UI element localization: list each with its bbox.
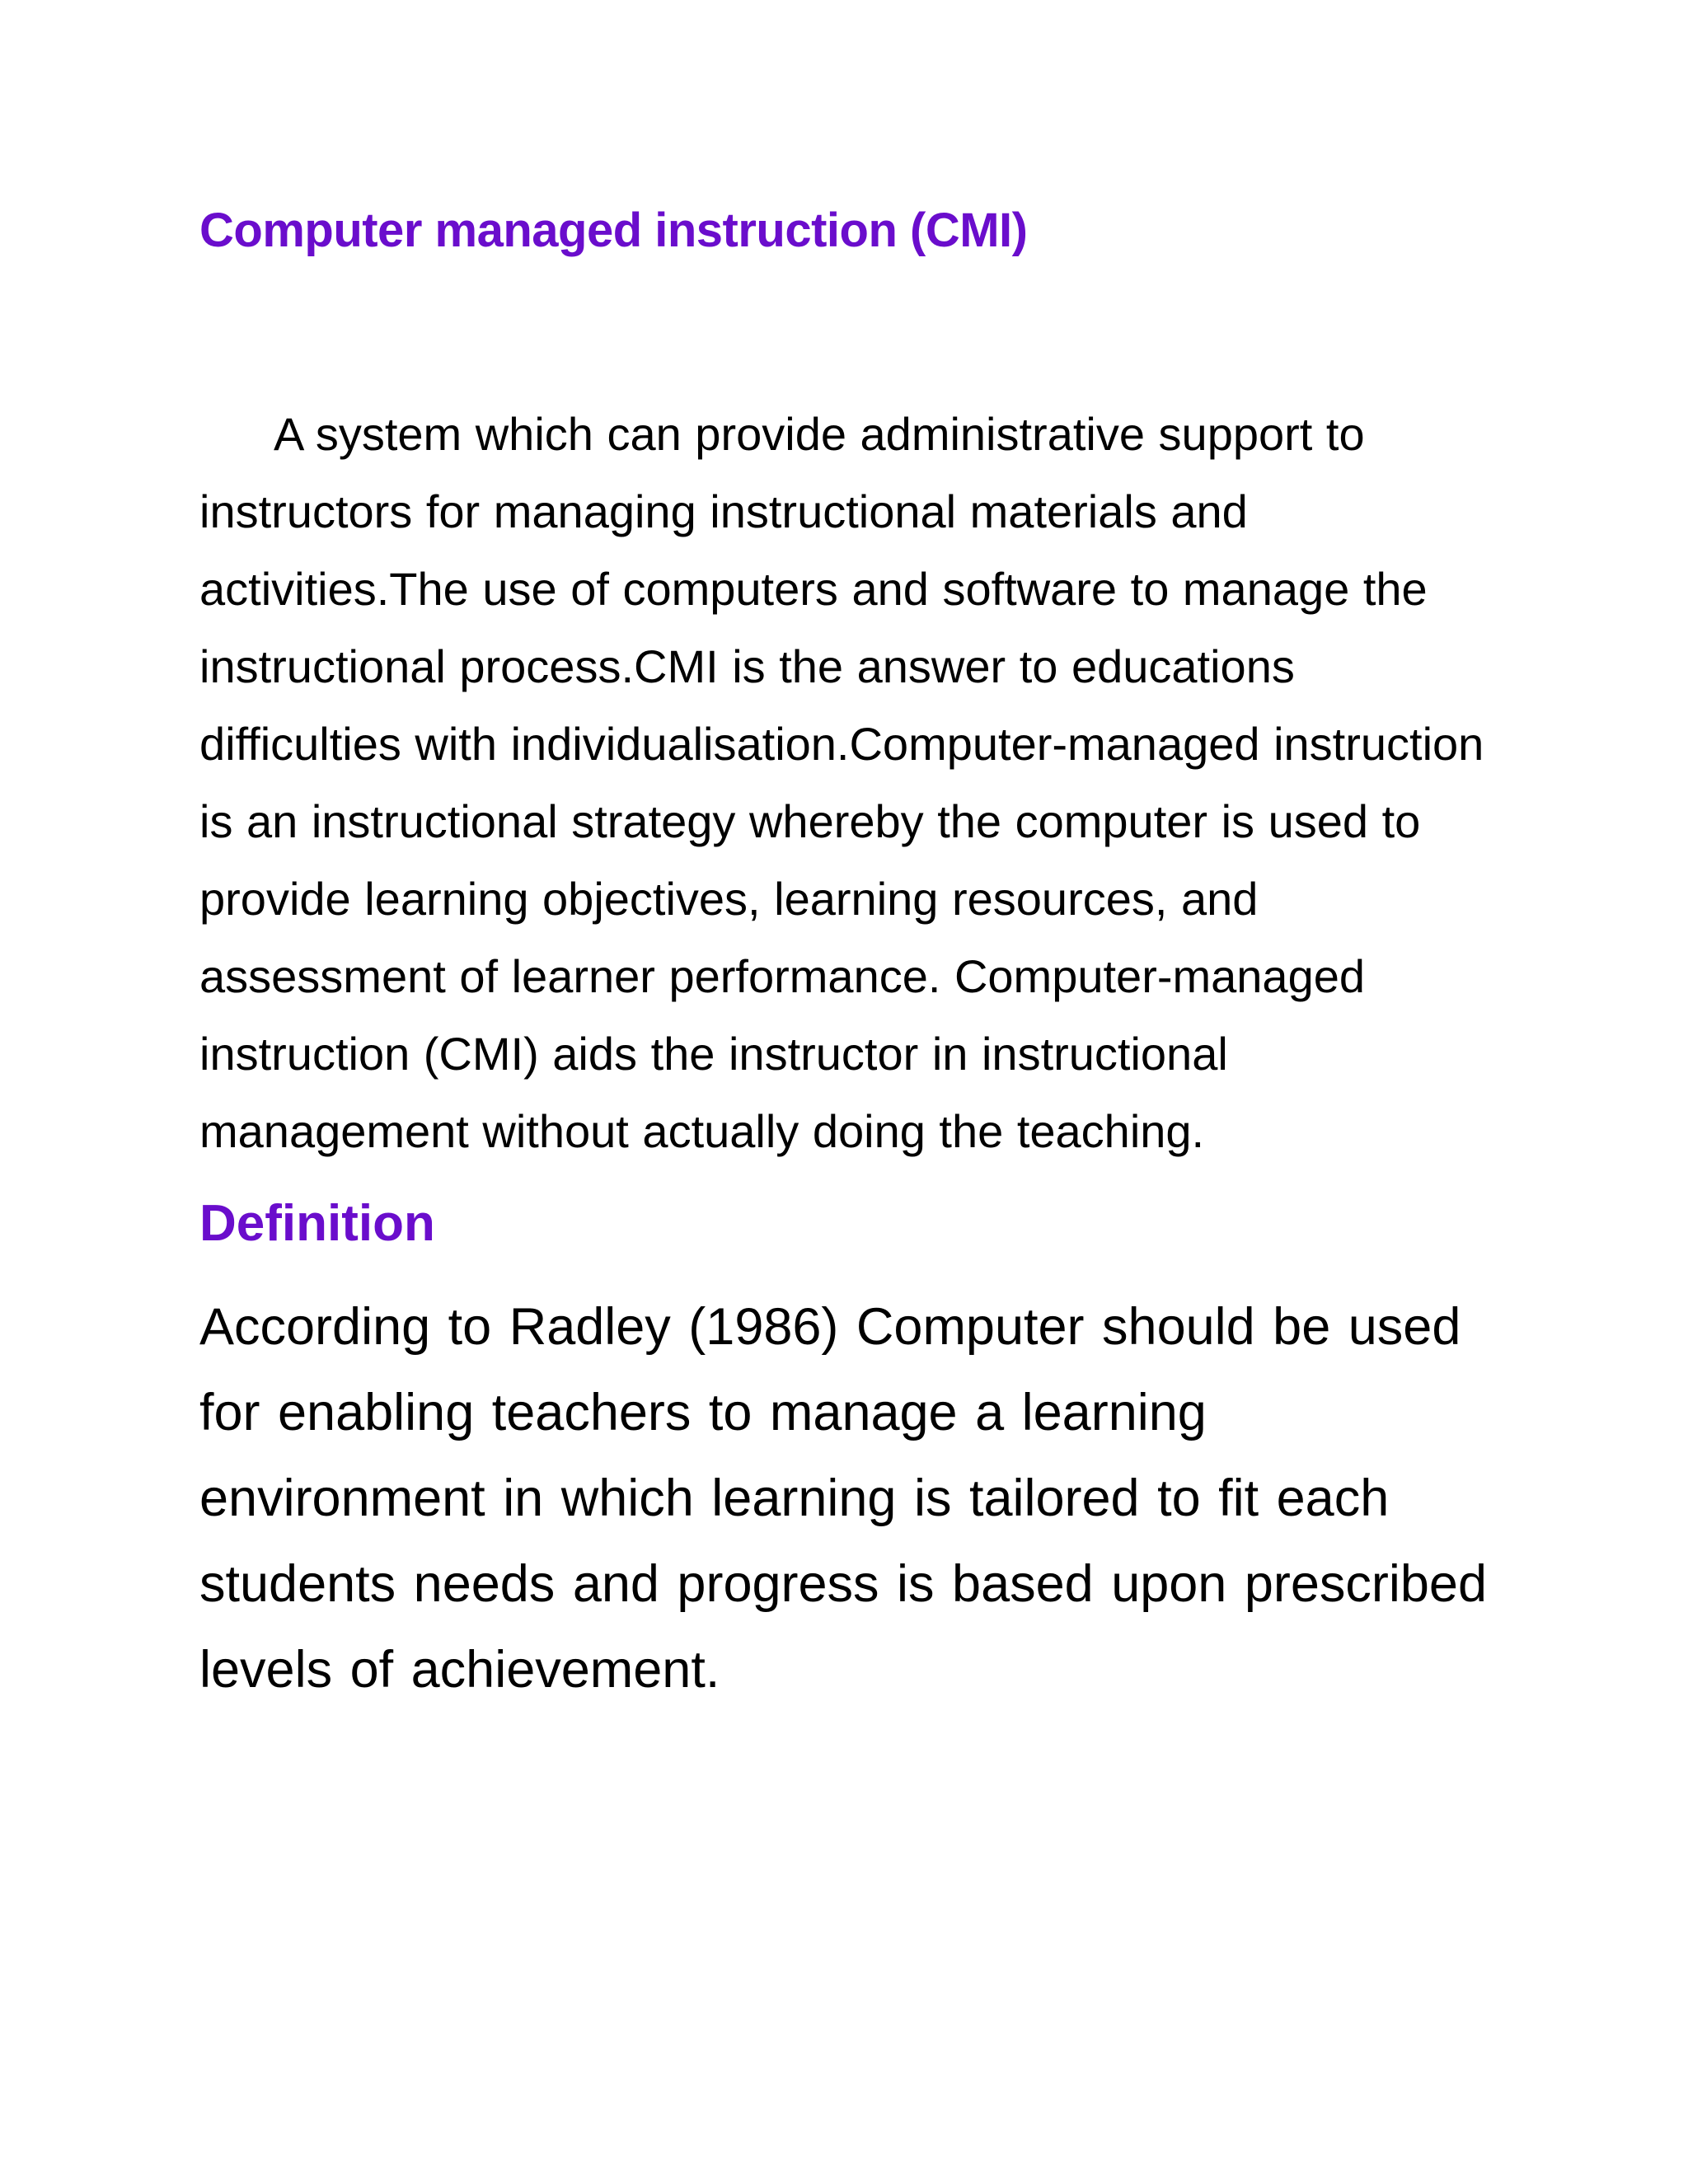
definition-heading: Definition [199,1195,435,1252]
definition-paragraph: According to Radley (1986) Computer should be used for enabling teachers to manage a learning environment in which learning is tailored to fit each students needs and progress is based upon prescribed levels of achievement. [199,1298,1487,1699]
intro-paragraph: A system which can provide administrative support to instructors for managing instructional materials and activities.The use of computers and software to manage the instructional process.CMI is the answer to educations difficulties with individualisation.Computer-managed instruction is an instructional strategy whereby the computer is used to provide learning objectives, learning resources, and assessment of learner performance. Computer-managed instruction (CMI) aids the instructor in instructional management without actually doing the teaching. [199,408,1484,1157]
page-title: Computer managed instruction (CMI) [199,204,1028,257]
document-content [199,198,1502,1713]
